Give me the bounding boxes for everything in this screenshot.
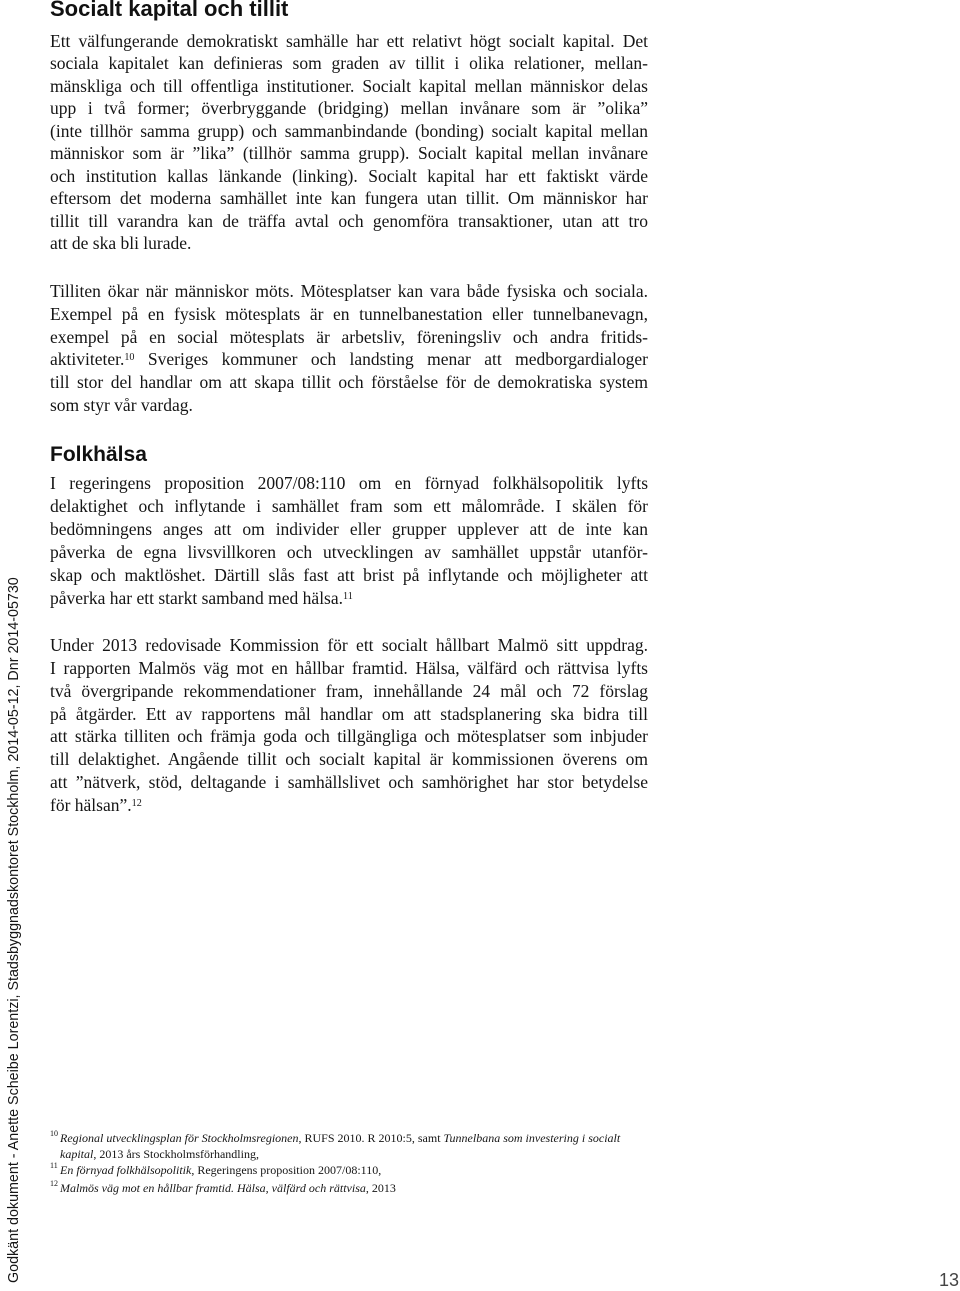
text-line: till delaktighet. Angående tillit och socialt kapital är kommissionen överens om [50,749,648,770]
text-line: I rapporten Malmös väg mot en hållbar framtid. Hälsa, välfärd och rättvisa lyfts [50,657,648,678]
text-line: Under 2013 redovisade Kommission för ett socialt hållbart Malmö sitt uppdrag. [50,635,648,655]
text-line: att ”nätverk, stöd, deltagande i samhällslivet och samhörighet har stor betydelse [50,772,648,793]
text-fragment: aktiviteter. [50,349,125,370]
footnote-line [60,1181,396,1197]
text-line: skap och maktlöshet. Därtill slås fast att brist på inflytande och möjligheter att [50,565,648,585]
text-line: som styr vår vardag. [50,394,193,415]
footnote-number: 12 [50,1179,58,1188]
text-line: I regeringens proposition 2007/08:110 om en förnyad folkhälsopolitik lyfts [50,473,648,493]
text-fragment: för hälsan”. [50,794,132,815]
text-line: människor som är ”lika” (tillhör samma grupp). Socialt kapital mellan invånare [50,143,648,164]
footnote-number: 10 [50,1129,58,1138]
approval-margin-stamp: Godkänt dokument - Anette Scheibe Lorentzi, Stadsbyggnadskontoret Stockholm, 2014-05-12, Dnr 2014-05730 [6,577,22,1283]
text-line: Tilliten ökar när människor möts. Mötesplatser kan vara både fysiska och sociala. [50,281,648,301]
footnote-text: , 2013 års Stockholmsförhandling, [93,1146,259,1161]
text-line: och institution kallas länkande (linking). Socialt kapital har ett faktiskt värde [50,165,648,186]
text-line: upp i två former; överbryggande (bridging) mellan invånare som är ”olika” [50,98,648,119]
text-line: tillit till varandra kan de träffa avtal och genomföra transaktioner, utan att tro [50,210,648,231]
footnote-title: Regional utvecklingsplan för Stockholmsregionen [60,1131,299,1145]
text-line: Ett välfungerande demokratiskt samhälle har ett relativt högt socialt kapital. Det [50,31,648,51]
text-line: exempel på en social mötesplats är arbetsliv, föreningsliv och andra fritids- [50,326,648,347]
footnote-text: , 2013 [365,1181,396,1195]
paragraph-malmo-commission [50,634,648,817]
footnote-title: Tunnelbana som investering i socialt [443,1131,621,1145]
footnote-12 [50,1179,396,1197]
text-fragment: påverka har ett starkt samband med hälsa. [50,588,344,608]
text-line [50,348,648,371]
text-line: sociala kapitalet kan definieras som graden av tillit i olika relationer, mellan- [50,53,648,74]
footnote-text: , Regeringens proposition 2007/08:110, [191,1163,382,1177]
footnote-title: Malmös väg mot en hållbar framtid. Hälsa, välfärd och rättvisa [60,1181,366,1195]
section-heading-social-capital: Socialt kapital och tillit [50,0,289,21]
footnote-reference: 11 [343,590,353,602]
text-line [50,794,648,817]
footnote-title: kapital [60,1146,94,1161]
paragraph-social-capital-definition [50,30,648,255]
footnote-reference: 12 [131,797,142,809]
text-line: påverka de egna livsvillkoren och utvecklingen av samhället uppstår utanför- [50,542,648,562]
footnote-title: En förnyad folkhälsopolitik [60,1163,192,1177]
footnote-text: , RUFS 2010. R 2010:5, samt [298,1131,444,1145]
footnote-line [60,1163,381,1179]
footnote-line [60,1147,620,1163]
text-line: mänskliga och till offentliga institutioner. Socialt kapital mellan människor delas [50,75,648,96]
footnote-line [60,1131,620,1147]
text-line: på åtgärder. Ett av rapportens mål handlar om att stadsplanering ska bidra till [50,703,648,724]
footnote-10 [50,1129,621,1162]
text-line: (inte tillhör samma grupp) och sammanbindande (bonding) socialt kapital mellan [50,120,648,141]
text-line: bedömningens anges att om individer eller grupper upplever att de inte kan [50,519,648,539]
text-line: Exempel på en fysisk mötesplats är en tunnelbanestation eller tunnelbanevagn, [50,303,648,324]
text-line: delaktighet och inflytande i samhället fram som ett målområde. I skälen för [50,496,648,516]
text-line [50,587,648,610]
paragraph-government-proposition [50,472,648,610]
footnote-reference: 10 [124,352,135,364]
footnote-number: 11 [50,1161,58,1170]
text-line: två övergripande rekommendationer fram, innehållande 24 mål och 72 förslag [50,680,648,701]
page-number: 13 [939,1270,960,1290]
footnote-11 [50,1161,382,1179]
text-line: eftersom det moderna samhället inte kan fungera utan tillit. Om människor har [50,188,648,209]
text-line: att stärka tilliten och främja goda och tillgängliga och mötesplatser som inbjuder [50,726,648,747]
paragraph-meeting-places [50,280,648,417]
text-line: att de ska bli lurade. [50,233,192,254]
section-heading-public-health: Folkhälsa [50,443,147,466]
text-line: till stor del handlar om att skapa tillit och förståelse för de demokratiska system [50,372,648,393]
text-fragment: Sveriges kommuner och landsting menar att medborgardialoger [134,349,648,370]
